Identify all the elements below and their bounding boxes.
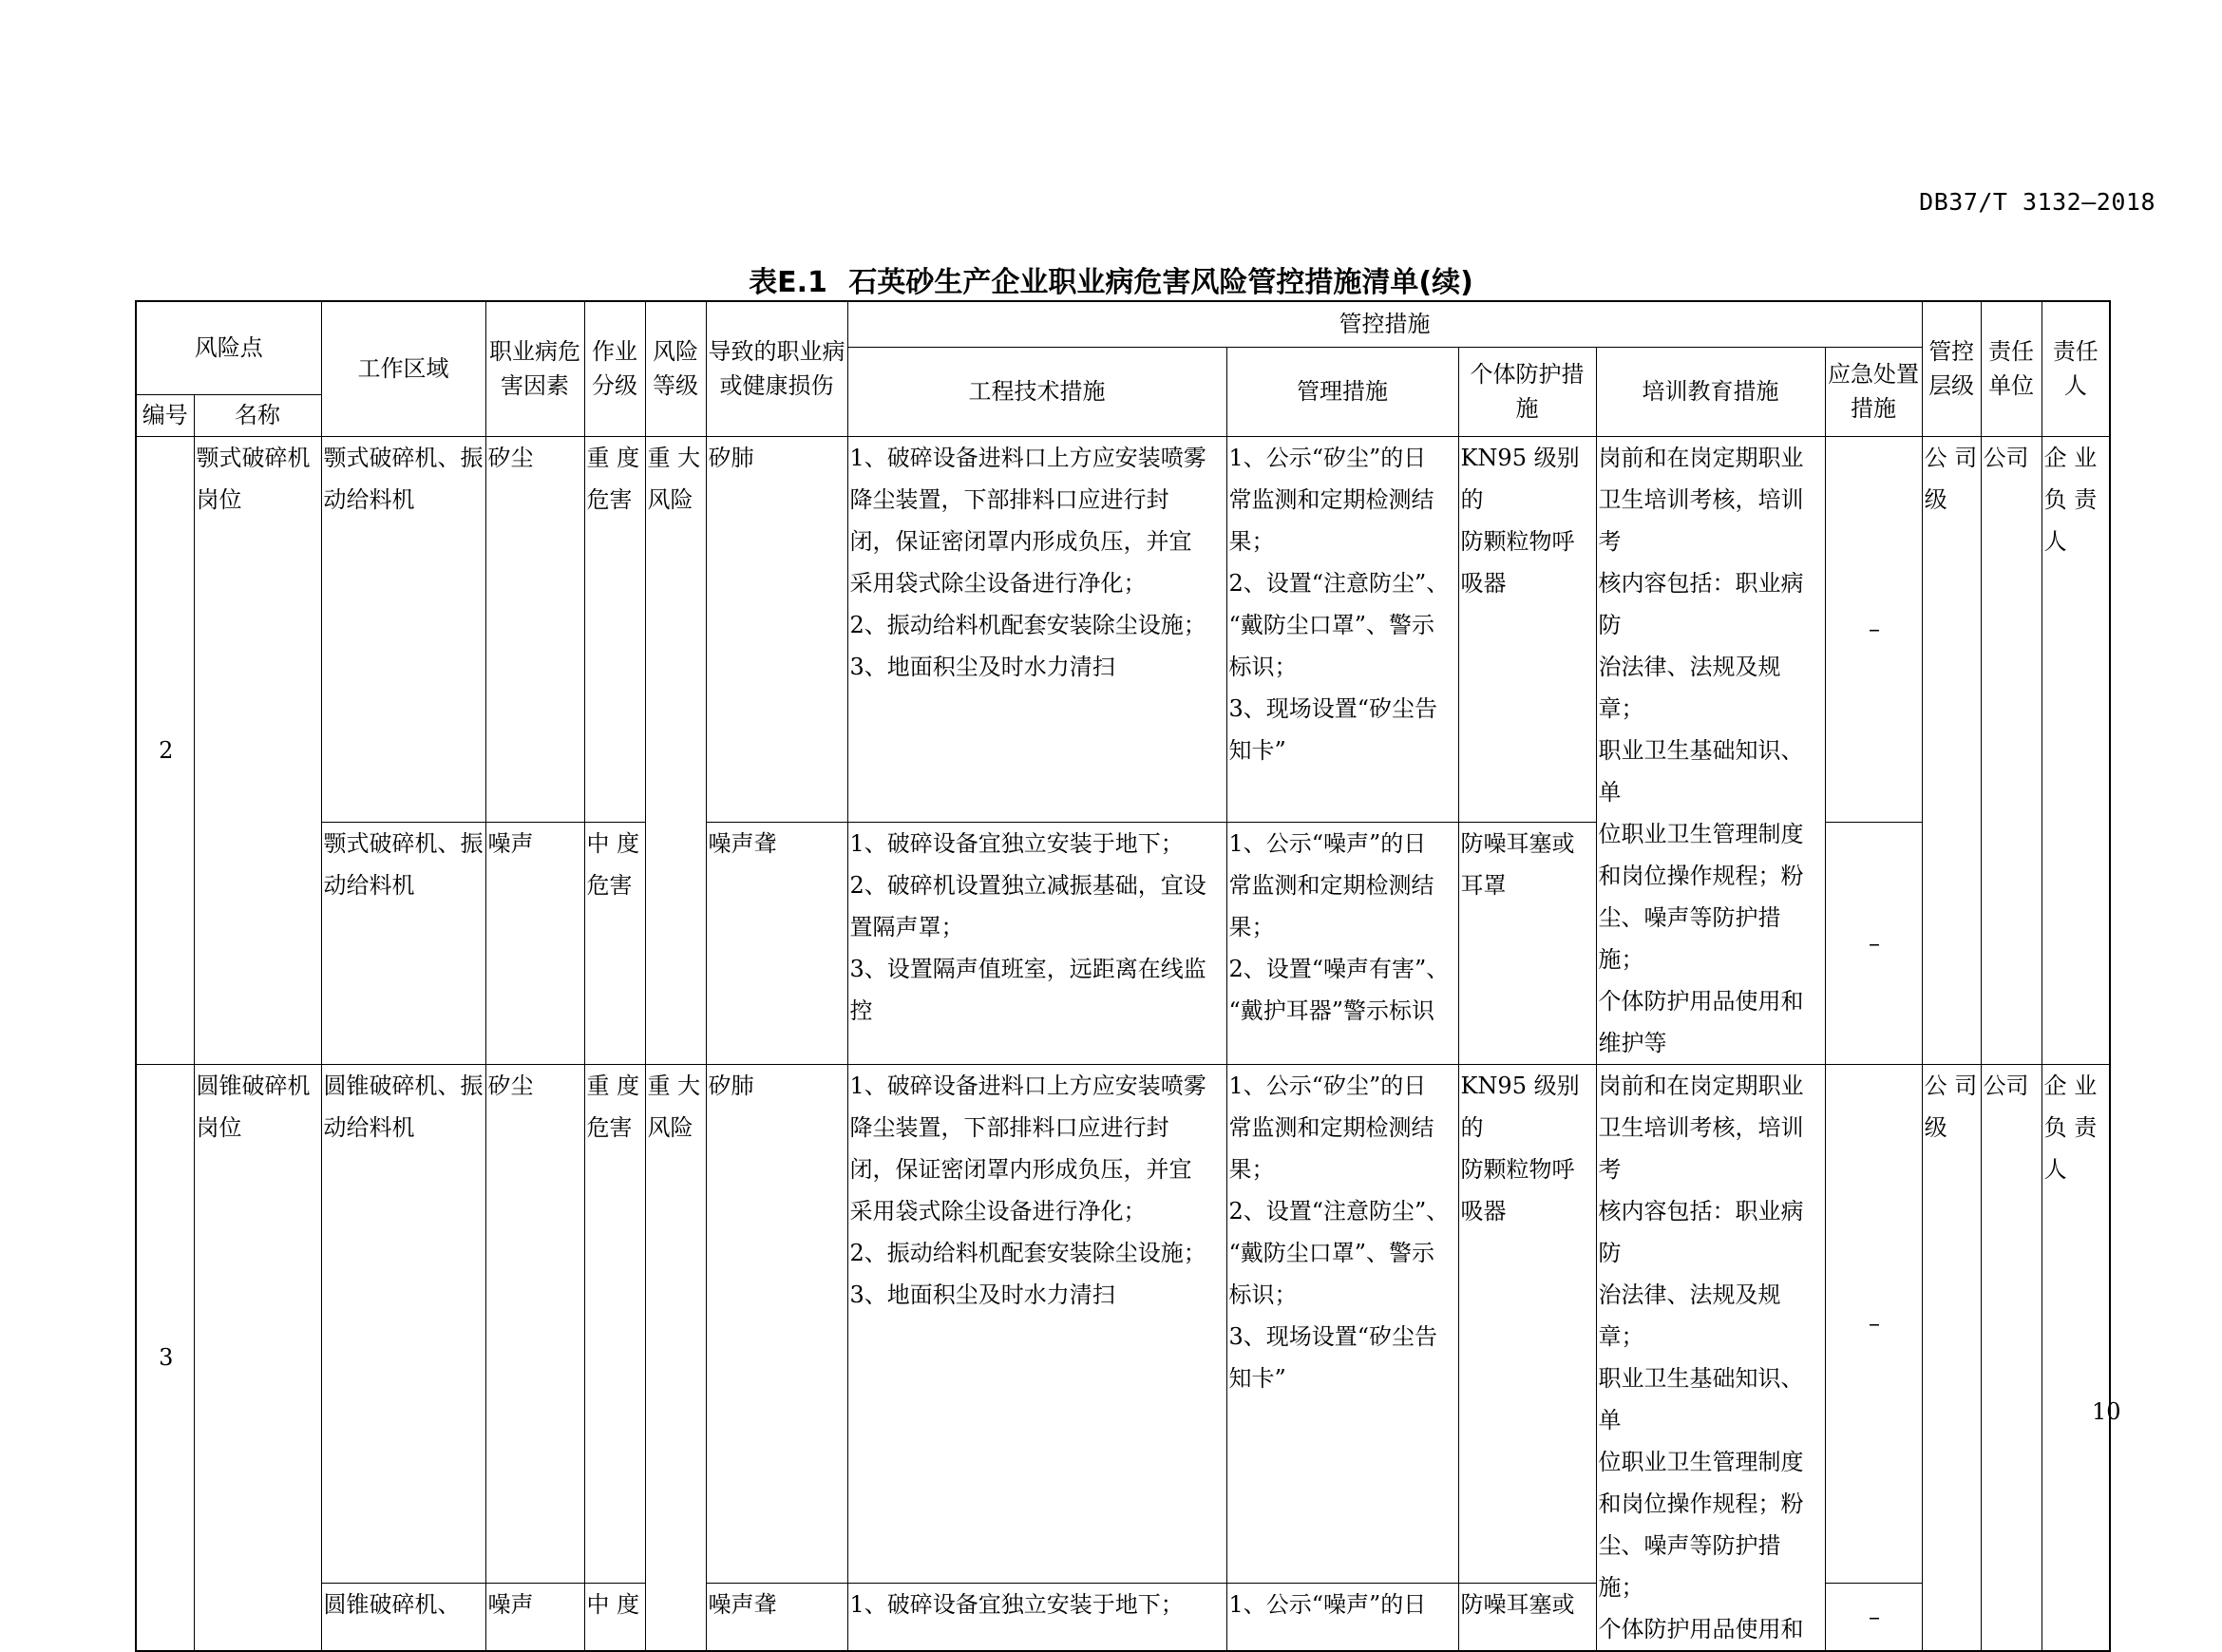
cell-line: 吸器 bbox=[1460, 1197, 1507, 1225]
cell-line: 1、公示“矽尘”的日 bbox=[1228, 444, 1427, 471]
header-engineering: 工程技术措施 bbox=[847, 347, 1226, 436]
header-emergency: 应急处置措施 bbox=[1825, 347, 1922, 436]
cell-line: 1、破碎设备进料口上方应安装喷雾 bbox=[849, 444, 1206, 471]
cell-line: 1、公示“噪声”的日 bbox=[1228, 830, 1427, 857]
cell-line: 位职业卫生管理制度 bbox=[1598, 820, 1804, 847]
header-no: 编号 bbox=[136, 394, 194, 436]
cell-line: 核内容包括：职业病防 bbox=[1598, 1197, 1804, 1266]
risk-name: 圆锥破碎机岗位 bbox=[194, 1064, 321, 1651]
work-area: 颚式破碎机、振动给料机 bbox=[321, 823, 485, 1065]
cell-line: 防颗粒物呼 bbox=[1460, 1155, 1575, 1183]
cell-line: 降尘装置，下部排料口应进行封 bbox=[849, 485, 1169, 513]
page-number: 10 bbox=[2092, 1398, 2121, 1425]
management-measures bbox=[1226, 823, 1458, 1065]
header-disease: 导致的职业病或健康损伤 bbox=[706, 301, 847, 436]
engineering-measures bbox=[847, 1583, 1226, 1650]
management-measures bbox=[1226, 436, 1458, 823]
cell-line: 个体防护用品使用和 bbox=[1598, 987, 1804, 1015]
work-area: 颚式破碎机、振动给料机 bbox=[321, 436, 485, 823]
cell-line: 1、破碎设备宜独立安装于地下； bbox=[849, 1590, 1184, 1618]
cell-line: 1、破碎设备进料口上方应安装喷雾 bbox=[849, 1072, 1206, 1099]
work-area: 圆锥破碎机、振动给料机 bbox=[321, 1064, 485, 1583]
emergency-measures: – bbox=[1825, 1583, 1922, 1650]
table-title bbox=[0, 258, 2222, 300]
resp-unit: 公司 bbox=[1981, 1064, 2042, 1651]
cell-line: 尘、噪声等防护措施； bbox=[1598, 903, 1781, 973]
cell-line: 1、公示“矽尘”的日 bbox=[1228, 1072, 1427, 1099]
table-title-label: 表E.1 bbox=[749, 266, 827, 299]
cell-line: 防颗粒物呼 bbox=[1460, 527, 1575, 555]
cell-line: 2、设置“注意防尘”、 bbox=[1228, 569, 1450, 597]
control-level: 公 司级 bbox=[1922, 1064, 1981, 1651]
cell-line: 岗前和在岗定期职业 bbox=[1598, 444, 1804, 471]
header-hazard: 职业病危害因素 bbox=[485, 301, 584, 436]
cell-line: 采用袋式除尘设备进行净化； bbox=[849, 1197, 1147, 1225]
risk-no: 2 bbox=[136, 436, 194, 1064]
disease: 矽肺 bbox=[706, 1064, 847, 1583]
cell-line: 3、地面积尘及时水力清扫 bbox=[849, 1281, 1115, 1308]
header-resp-person: 责任人 bbox=[2042, 301, 2110, 436]
cell-line: 3、现场设置“矽尘告 bbox=[1228, 694, 1438, 722]
cell-line: 3、设置隔声值班室，远距离在线监 bbox=[849, 956, 1206, 982]
training-measures bbox=[1596, 1064, 1825, 1651]
ppe-measures bbox=[1458, 436, 1596, 823]
engineering-measures bbox=[847, 823, 1226, 1065]
management-measures bbox=[1226, 1583, 1458, 1650]
cell-line: 卫生培训考核，培训考 bbox=[1598, 1113, 1804, 1183]
control-level: 公 司级 bbox=[1922, 436, 1981, 1064]
resp-person: 企 业负 责人 bbox=[2042, 436, 2110, 1064]
header-measures: 管控措施 bbox=[847, 301, 1922, 347]
cell-line: KN95 级别的 bbox=[1460, 444, 1580, 513]
hazard-factor: 噪声 bbox=[485, 823, 584, 1065]
cell-line: 采用袋式除尘设备进行净化； bbox=[849, 569, 1147, 597]
emergency-measures: – bbox=[1825, 823, 1922, 1065]
cell-line: 耳罩 bbox=[1460, 872, 1507, 899]
cell-line: 职业卫生基础知识、单 bbox=[1598, 736, 1804, 806]
cell-line: 果； bbox=[1228, 914, 1275, 940]
cell-line: 常监测和定期检测结 bbox=[1228, 872, 1434, 899]
header-control-level: 管控层级 bbox=[1922, 301, 1981, 436]
cell-line: 维护等 bbox=[1598, 1029, 1667, 1056]
cell-line: 果； bbox=[1228, 1155, 1275, 1183]
cell-line: 知卡” bbox=[1228, 736, 1286, 764]
training-measures bbox=[1596, 436, 1825, 1064]
job-level: 中 度危害 bbox=[584, 823, 645, 1065]
header-management: 管理措施 bbox=[1226, 347, 1458, 436]
emergency-measures: – bbox=[1825, 1064, 1922, 1583]
cell-line: “戴护耳器”警示标识 bbox=[1228, 997, 1435, 1024]
engineering-measures bbox=[847, 436, 1226, 823]
cell-line: 果； bbox=[1228, 527, 1275, 555]
risk-level: 重 大风险 bbox=[645, 1064, 706, 1651]
cell-line: 2、破碎机设置独立减振基础，宜设 bbox=[849, 872, 1206, 899]
cell-line: “戴防尘口罩”、警示 bbox=[1228, 1239, 1435, 1266]
cell-line: 标识； bbox=[1228, 1281, 1298, 1308]
cell-line: 1、公示“噪声”的日 bbox=[1228, 1590, 1427, 1618]
cell-line: 防噪耳塞或 bbox=[1460, 1590, 1575, 1618]
cell-line: 置隔声罩； bbox=[849, 914, 964, 940]
resp-person: 企 业负 责人 bbox=[2042, 1064, 2110, 1651]
disease: 噪声聋 bbox=[706, 1583, 847, 1650]
cell-line: “戴防尘口罩”、警示 bbox=[1228, 611, 1435, 638]
hazard-factor: 噪声 bbox=[485, 1583, 584, 1650]
cell-line: 1、破碎设备宜独立安装于地下； bbox=[849, 830, 1184, 857]
cell-line: 核内容包括：职业病防 bbox=[1598, 569, 1804, 638]
risk-control-table bbox=[135, 300, 2111, 1652]
cell-line: 2、设置“噪声有害”、 bbox=[1228, 956, 1450, 982]
ppe-measures bbox=[1458, 1064, 1596, 1583]
header-work-area: 工作区域 bbox=[321, 301, 485, 436]
disease: 噪声聋 bbox=[706, 823, 847, 1065]
standard-code: DB37/T 3132—2018 bbox=[1919, 188, 2156, 216]
table-title-text: 石英砂生产企业职业病危害风险管控措施清单(续) bbox=[848, 266, 1473, 299]
cell-line: 2、设置“注意防尘”、 bbox=[1228, 1197, 1450, 1225]
cell-line: 防噪耳塞或 bbox=[1460, 830, 1575, 857]
header-risk-point: 风险点 bbox=[136, 301, 321, 394]
engineering-measures bbox=[847, 1064, 1226, 1583]
cell-line: 3、地面积尘及时水力清扫 bbox=[849, 653, 1115, 680]
cell-line: 和岗位操作规程；粉 bbox=[1598, 862, 1804, 889]
cell-line: 闭，保证密闭罩内形成负压，并宜 bbox=[849, 527, 1192, 555]
cell-line: 闭，保证密闭罩内形成负压，并宜 bbox=[849, 1155, 1192, 1183]
cell-line: 岗前和在岗定期职业 bbox=[1598, 1072, 1804, 1099]
header-name: 名称 bbox=[194, 394, 321, 436]
emergency-measures: – bbox=[1825, 436, 1922, 823]
cell-line: 尘、噪声等防护措施； bbox=[1598, 1531, 1781, 1601]
cell-line: 3、现场设置“矽尘告 bbox=[1228, 1322, 1438, 1350]
header-training: 培训教育措施 bbox=[1596, 347, 1825, 436]
cell-line: 治法律、法规及规章； bbox=[1598, 1281, 1781, 1350]
cell-line: 知卡” bbox=[1228, 1364, 1286, 1392]
cell-line: 卫生培训考核，培训考 bbox=[1598, 485, 1804, 555]
cell-line: 位职业卫生管理制度 bbox=[1598, 1448, 1804, 1475]
cell-line: 2、振动给料机配套安装除尘设施； bbox=[849, 1239, 1206, 1266]
cell-line: 治法律、法规及规章； bbox=[1598, 653, 1781, 722]
table-row bbox=[136, 1064, 2110, 1583]
hazard-factor: 矽尘 bbox=[485, 1064, 584, 1583]
header-risk-level: 风险等级 bbox=[645, 301, 706, 436]
disease: 矽肺 bbox=[706, 436, 847, 823]
job-level: 重 度危害 bbox=[584, 1064, 645, 1583]
table-row bbox=[136, 436, 2110, 823]
job-level: 重 度危害 bbox=[584, 436, 645, 823]
ppe-measures bbox=[1458, 823, 1596, 1065]
risk-level: 重 大风险 bbox=[645, 436, 706, 1064]
ppe-measures bbox=[1458, 1583, 1596, 1650]
cell-line: 个体防护用品使用和 bbox=[1598, 1615, 1804, 1643]
cell-line: KN95 级别的 bbox=[1460, 1072, 1580, 1141]
risk-no: 3 bbox=[136, 1064, 194, 1651]
cell-line: 2、振动给料机配套安装除尘设施； bbox=[849, 611, 1206, 638]
management-measures bbox=[1226, 1064, 1458, 1583]
cell-line: 控 bbox=[849, 997, 873, 1024]
job-level: 中 度 bbox=[584, 1583, 645, 1650]
cell-line: 职业卫生基础知识、单 bbox=[1598, 1364, 1804, 1434]
header-job-level: 作业分级 bbox=[584, 301, 645, 436]
hazard-factor: 矽尘 bbox=[485, 436, 584, 823]
cell-line: 标识； bbox=[1228, 653, 1298, 680]
header-ppe: 个体防护措施 bbox=[1458, 347, 1596, 436]
work-area: 圆锥破碎机、 bbox=[321, 1583, 485, 1650]
resp-unit: 公司 bbox=[1981, 436, 2042, 1064]
cell-line: 降尘装置，下部排料口应进行封 bbox=[849, 1113, 1169, 1141]
cell-line: 常监测和定期检测结 bbox=[1228, 1113, 1434, 1141]
cell-line: 吸器 bbox=[1460, 569, 1507, 597]
header-resp-unit: 责任单位 bbox=[1981, 301, 2042, 436]
cell-line: 常监测和定期检测结 bbox=[1228, 485, 1434, 513]
cell-line: 和岗位操作规程；粉 bbox=[1598, 1490, 1804, 1517]
risk-name: 颚式破碎机岗位 bbox=[194, 436, 321, 1064]
